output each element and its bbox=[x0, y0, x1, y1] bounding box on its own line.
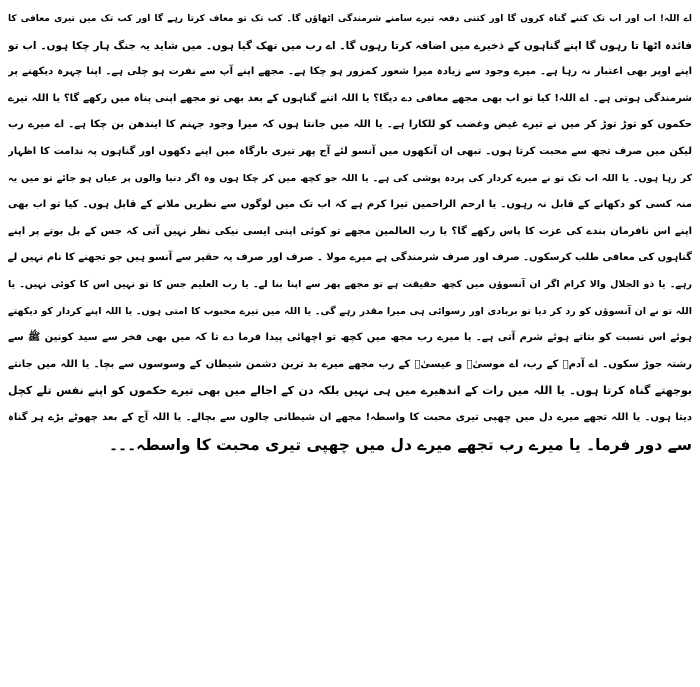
text-line: اپنے اس نافرمان بندے کی عزت کا پاس رکھے گا؟ یا رب العالمین مجھے تو کوئی اپنی ایسی نیکی نظر نہیں آتی کہ جس کے بل بوتے پر اپنے bbox=[8, 225, 692, 237]
text-line: اپنے اوپر بھی اعتبار نہ رہا ہے۔ میرے وجود سے زیادہ میرا شعور کمزور ہو چکا ہے۔ مجھے اپنے آپ سے نفرت ہو چلی ہے۔ اپنا چہرہ دیکھنے پر bbox=[8, 66, 692, 78]
text-line: رہے۔ یا ذو الجلال والا کرام اگر ان آنسوؤں میں کچھ حقیقت ہے تو مجھے پھر سے اپنا بنا لے۔ یا رب العلیم جس کا تو نہیں اس کا کوئی نہیں۔ یا bbox=[8, 278, 692, 290]
text-line: کر رہا ہوں۔ یا اللہ اب تک تو نے میرے کردار کی پردہ پوشی کی ہے۔ یا اللہ جو کچھ میں کر چکا ہوں وہ اگر دنیا والوں پر عیاں ہو جائے تو میں یہ bbox=[8, 172, 692, 184]
text-line: رشتہ جوڑ سکوں۔ اے آدمؑ کے رب، اے موسیٰؑ و عیسیٰؑ کے رب مجھے میرے بد ترین دشمن شیطان کے وسوسوں سے بچا۔ یا اللہ میں جانتے bbox=[8, 358, 692, 370]
urdu-prayer-text bbox=[8, 6, 692, 458]
text-line: ہوئے اس نسبت کو بتاتے ہوئے شرم آتی ہے۔ یا میرے رب مجھ میں کچھ تو اچھائی پیدا فرما دے تا کہ میں بھی فخر سے سید کونین ﷺ سے bbox=[8, 332, 692, 344]
text-line: بوجھتے گناہ کرتا ہوں۔ یا اللہ میں رات کے اندھیرے میں ہی نہیں بلکہ دن کے اجالے میں بھی تیرے حکموں کو اپنے نفس تلے کچل bbox=[8, 384, 692, 398]
text-line: دیتا ہوں۔ یا اللہ تجھے میرے دل میں چھپی تیری محبت کا واسطہ! مجھے ان شیطانی چالوں سے بچالے۔ یا اللہ آج کے بعد چھوٹے بڑے ہر گناہ bbox=[8, 411, 692, 423]
text-line: فائدہ اٹھا تا رہوں گا اپنے گناہوں کے ذخیرے میں اضافہ کرتا رہوں گا۔ اے رب میں تھک گیا ہوں۔ میں شاید یہ جنگ ہار چکا ہوں۔ اب تو bbox=[8, 39, 692, 52]
text-line: گناہوں کی معافی طلب کرسکوں۔ صرف اور صرف شرمندگی ہے میرے مولا ۔ صرف اور صرف یہ حقیر سے آنسو ہیں جو تجھنے کا نام نہیں لے bbox=[8, 252, 692, 264]
text-line-last: سے دور فرما۔ یا میرے رب تجھے میرے دل میں چھپی تیری محبت کا واسطہ۔۔۔ bbox=[108, 435, 692, 454]
text-line: منہ کسی کو دکھانے کے قابل نہ رہوں۔ یا ارحم الراحمین تیرا کرم ہے کہ اب تک میں لوگوں سے نظریں ملانے کے قابل ہوں۔ کیا تو اب بھی bbox=[8, 199, 692, 211]
text-line: شرمندگی ہوتی ہے۔ اے اللہ! کیا تو اب بھی مجھے معافی دے دیگا؟ یا اللہ اتنے گناہوں کے بعد بھی تو مجھے اپنی پناہ میں رکھے گا؟ یا اللہ تیرے bbox=[8, 92, 692, 104]
text-line: حکموں کو توڑ توڑ کر میں نے تیرے غیض وغضب کو للکارا ہے۔ یا اللہ میں جانتا ہوں کہ میرا وجود جہنم کا ایندھن بن چکا ہے۔ اے میرے رب bbox=[8, 119, 692, 131]
text-line: اے اللہ! اب اور اب تک کتنے گناہ کروں گا اور کتنی دفعہ تیرے سامنے شرمندگی اٹھاؤں گا۔ کب تک تو معاف کرتا رہے گا اور کب تک میں تیری معافی کا bbox=[8, 14, 692, 24]
text-line: اللہ تو نے ان آنسوؤں کو رد کر دیا تو بربادی اور رسوائی ہی میرا مقدر رہے گی۔ یا اللہ میں تیرے محبوب کا امتی ہوں۔ یا اللہ اپنے کردار کو دیکھتے bbox=[8, 305, 692, 317]
text-line: لیکن میں صرف تجھ سے محبت کرتا ہوں۔ تبھی ان آنکھوں میں آنسو لئے آج پھر تیری بارگاہ میں اپنے دکھوں اور گناہوں پہ ندامت کا اظہار bbox=[8, 145, 692, 157]
